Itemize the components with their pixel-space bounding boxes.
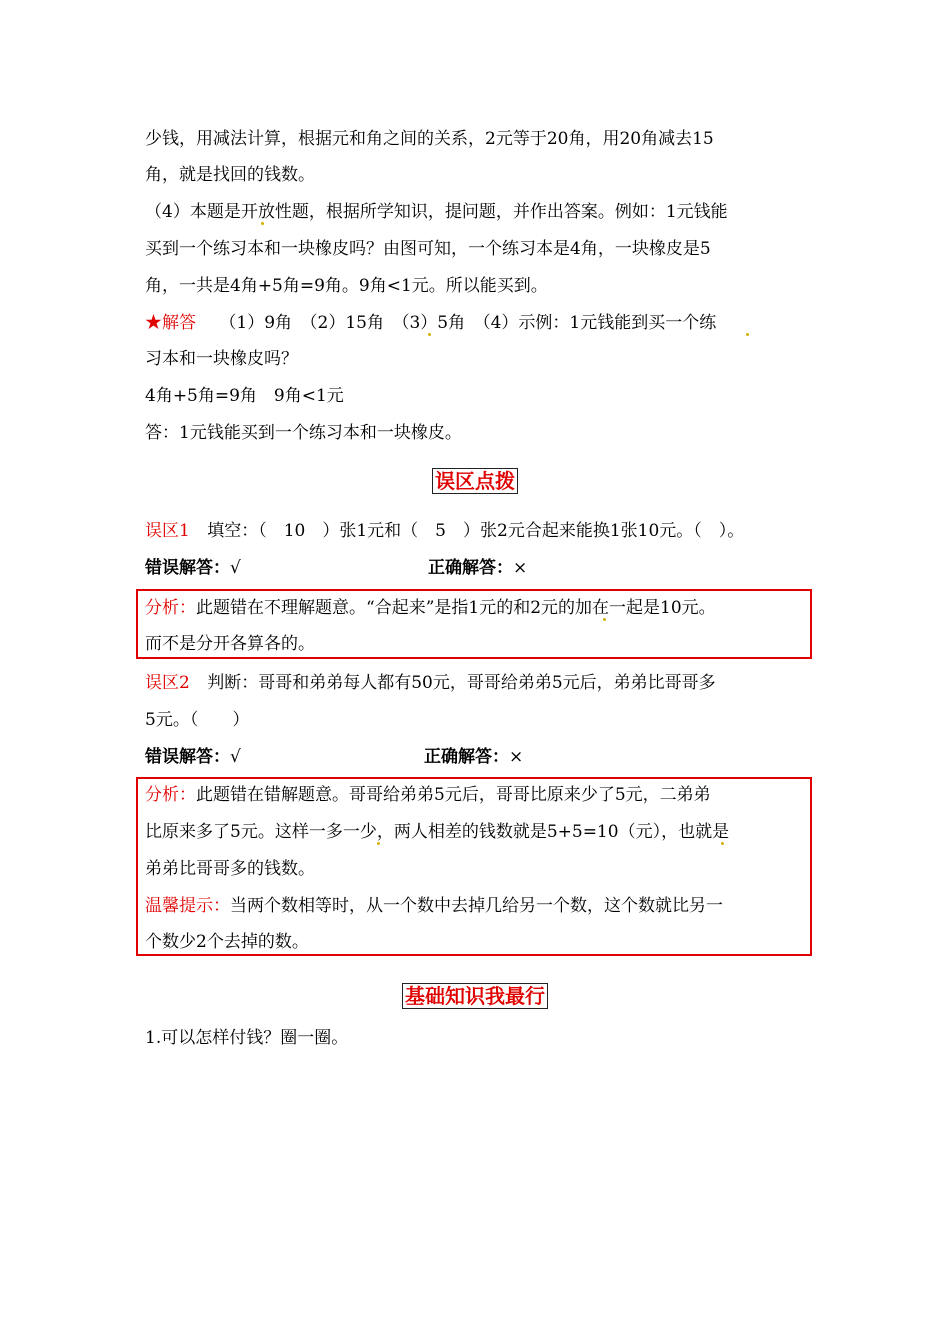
answer-text: （1）9角 （2）15角 （3）5角 （4）示例：1元钱能到买一个练	[219, 313, 717, 333]
right-answer-value: ×	[509, 747, 524, 767]
proof-mark	[746, 333, 749, 336]
answer-line: 习本和一块橡皮吗？	[145, 349, 298, 369]
mistake-question-line	[145, 521, 744, 541]
answer-line: 答：1元钱能买到一个练习本和一块橡皮。	[145, 423, 462, 443]
right-answer	[428, 558, 527, 578]
explanation-line: 角，就是找回的钱数。	[145, 165, 315, 185]
mistake-question-line: 5元。（ ）	[145, 710, 250, 730]
section-title-mistakes	[0, 468, 950, 494]
answer-line: 4角+5角=9角 9角<1元	[145, 386, 344, 406]
mistake-question: 判断：哥哥和弟弟每人都有50元，哥哥给弟弟5元后，弟弟比哥哥多	[207, 673, 716, 693]
right-answer	[424, 747, 523, 767]
mistake-label: 误区2	[145, 673, 190, 693]
analysis-line	[145, 785, 711, 805]
analysis-label: 分析：	[145, 785, 196, 805]
wrong-answer-label: 错误解答：	[145, 558, 230, 578]
mistake-question: 填空：（ 10 ）张1元和（ 5 ）张2元合起来能换1张10元。（ ）。	[207, 521, 745, 541]
explanation-line: 少钱，用减法计算，根据元和角之间的关系，2元等于20角，用20角减去15	[145, 129, 714, 149]
tip-line: 个数少2个去掉的数。	[145, 932, 309, 952]
proof-mark	[261, 222, 264, 225]
right-answer-value: ×	[513, 558, 528, 578]
tip-label: 温馨提示：	[145, 896, 230, 916]
proof-mark	[377, 842, 380, 845]
proof-mark	[428, 333, 431, 336]
section-title-text: 基础知识我最行	[402, 983, 548, 1009]
analysis-line: 而不是分开各算各的。	[145, 634, 315, 654]
analysis-line: 比原来多了5元。这样一多一少，两人相差的钱数就是5+5=10（元），也就是	[145, 822, 730, 842]
analysis-line: 弟弟比哥哥多的钱数。	[145, 859, 315, 879]
right-answer-label: 正确解答：	[428, 558, 513, 578]
wrong-answer	[145, 747, 241, 767]
proof-mark	[603, 618, 606, 621]
question-1: 1.可以怎样付钱？圈一圈。	[145, 1028, 349, 1048]
analysis-text: 此题错在不理解题意。“合起来”是指1元的和2元的加在一起是10元。	[196, 598, 716, 618]
explanation-line: 买到一个练习本和一块橡皮吗？由图可知，一个练习本是4角，一块橡皮是5	[145, 239, 711, 259]
wrong-answer-value: √	[230, 558, 241, 578]
section-title-basics	[0, 983, 950, 1009]
analysis-text: 此题错在错解题意。哥哥给弟弟5元后，哥哥比原来少了5元，二弟弟	[196, 785, 711, 805]
proof-mark	[721, 842, 724, 845]
explanation-line: 角，一共是4角+5角=9角。9角<1元。所以能买到。	[145, 276, 548, 296]
answer-label: ★解答	[145, 313, 196, 333]
mistake-label: 误区1	[145, 521, 190, 541]
mistake-question-line	[145, 673, 716, 693]
tip-text: 当两个数相等时，从一个数中去掉几给另一个数，这个数就比另一	[230, 896, 723, 916]
tip-line	[145, 896, 723, 916]
section-title-text: 误区点拨	[432, 468, 518, 494]
wrong-answer-label: 错误解答：	[145, 747, 230, 767]
right-answer-label: 正确解答：	[424, 747, 509, 767]
wrong-answer	[145, 558, 241, 578]
analysis-label: 分析：	[145, 598, 196, 618]
analysis-line	[145, 598, 716, 618]
explanation-line: （4）本题是开放性题，根据所学知识，提问题，并作出答案。例如：1元钱能	[145, 202, 728, 222]
answer-line	[145, 313, 716, 333]
wrong-answer-value: √	[230, 747, 241, 767]
